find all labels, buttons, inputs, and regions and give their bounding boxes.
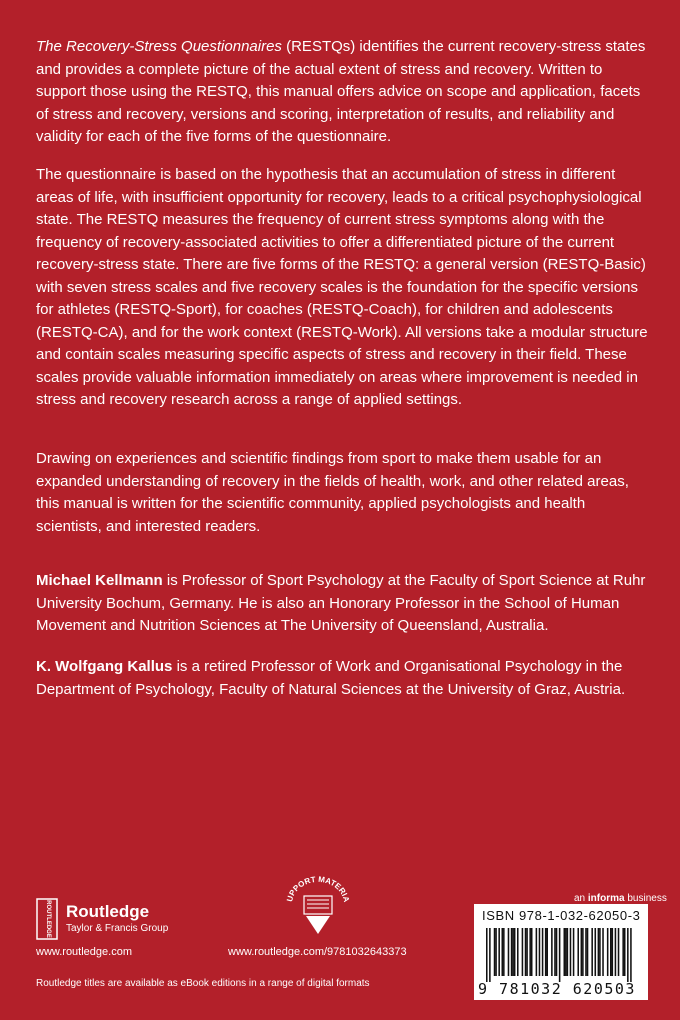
barcode-bar [627,928,629,982]
barcode-bar [630,928,632,982]
ebook-note: Routledge titles are available as eBook editions in a range of digital formats [36,978,370,989]
barcode-bar [498,928,500,976]
book-title: The Recovery-Stress Questionnaires [36,38,282,55]
blurb-paragraph-1 [36,36,650,149]
publisher-logo [36,898,206,940]
barcode-bar [598,928,600,976]
barcode-bar [570,928,572,976]
barcode-bar [546,928,548,976]
publisher-name: Routledge [66,902,150,921]
barcode-bar [622,928,624,976]
barcode-bar [522,928,524,976]
barcode-bar [512,928,514,976]
barcode-bar [503,928,505,976]
barcode-bar [565,928,567,976]
barcode-bar [567,928,569,976]
routledge-r-icon [36,898,58,940]
informa-tagline: an informa business [574,893,667,904]
blurb-paragraph-2 [36,164,650,412]
barcode-bar [536,928,538,976]
blurb-text-3: Drawing on experiences and scientific findings from sport to make them usable for an expanded understanding of recovery in the fields of health, work, and other related areas, this manual is written for the scientific community, applied psychologists and health scientists, and interested readers. [36,450,629,535]
barcode-bar [612,928,614,976]
barcode-bar [502,928,504,976]
support-url[interactable]: www.routledge.com/9781032643373 [228,946,407,958]
barcode-bar [495,928,497,976]
barcode-bar [554,928,556,976]
barcode-bar [618,928,620,976]
barcode-bar [545,928,547,976]
isbn-barcode [474,904,648,1000]
isbn-text: ISBN 978-1-032-62050-3 [482,908,641,923]
barcode-bar [564,928,566,976]
publisher-url[interactable]: www.routledge.com [36,946,132,958]
barcode-bar [486,928,488,982]
publisher-logo-text: ROUTLEDGE [45,900,51,938]
barcode-bar [573,928,575,976]
support-badge-text: UPPORT MATERIA [285,874,351,903]
barcode-digits: 9 781032 620503 [478,980,636,998]
author-name: K. Wolfgang Kallus [36,658,173,675]
author-name: Michael Kellmann [36,572,163,589]
blurb-paragraph-3 [36,448,650,538]
barcode-bar [582,928,584,976]
barcode-bar [595,928,597,976]
barcode-bar [526,928,528,976]
barcode-bar [615,928,617,976]
download-arrow-icon [278,874,358,936]
barcode-bar [577,928,579,976]
blurb-text-2: The questionnaire is based on the hypothesis that an accumulation of stress in different areas of life, with insufficient opportunity for recovery, leads to a critical psychophysiological state. The RESTQ measures the frequency of current stress symptoms along with the frequency of recovery-associated activities to offer a differentiated picture of the current recovery-stress state. There are five forms of the RESTQ: a general version (RESTQ-Basic) with seven stress scales and five recovery scales is the foundation for the specific versions for athletes (RESTQ-Sport), for coaches (RESTQ-Coach), for children and adolescents (RESTQ-CA), and for the work context (RESTQ-Work). All versions take a modular structure and contain scales measuring specific aspects of stress and recovery in their field. These scales provide valuable information immediately on areas where improvement is needed in stress and recovery research across a range of applied settings. [36,166,648,408]
barcode-bar [508,928,510,976]
barcode-bar [591,928,593,976]
barcode-bar [529,928,531,976]
barcode-bar [514,928,516,976]
blurb-text-1: (RESTQs) identifies the current recovery-stress states and provides a complete picture of the actual extent of stress and recovery. Written to support those using the RESTQ, this manual offers advice on scope and application, facets of stress and recovery, versions and scoring, interpretation of results, and reliability and validity for each of the five forms of the questionnaire. [36,38,646,145]
svg-text:SUPPORT MATERIAL [278,874,351,903]
barcode-bar [494,928,496,976]
informa-brand: informa [587,893,625,904]
barcode-bar [525,928,527,976]
barcode-bar [542,928,544,976]
author-bio-2 [36,656,650,701]
barcode-bar [624,928,626,976]
barcode-bar [599,928,601,976]
barcode-bar [551,928,553,976]
author-bio-1 [36,570,650,638]
barcode-bar [559,928,561,982]
barcode-bars [486,928,636,982]
support-material-badge [278,874,358,936]
author-bio-text: is a retired Professor of Work and Organisational Psychology in the Department of Psychology, Faculty of Natural Sciences at the University of Graz, Austria. [36,658,626,698]
barcode-bar [610,928,612,976]
barcode-bar [602,928,604,976]
barcode-bar [531,928,533,976]
barcode-bar [581,928,583,976]
barcode-bar [587,928,589,976]
author-bio-text: is Professor of Sport Psychology at the Faculty of Sport Science at Ruhr University Bochum, Germany. He is also an Honorary Professor in the School of Human Movement and Nutrition Sciences at The University of Queensland, Australia. [36,572,646,634]
barcode-bar [517,928,519,976]
barcode-bar [539,928,541,976]
barcode-bar [489,928,491,982]
barcode-bar [556,928,558,976]
publisher-subtitle: Taylor & Francis Group [66,923,169,934]
barcode-bar [511,928,513,976]
barcode-bar [607,928,609,976]
barcode-bar [585,928,587,976]
